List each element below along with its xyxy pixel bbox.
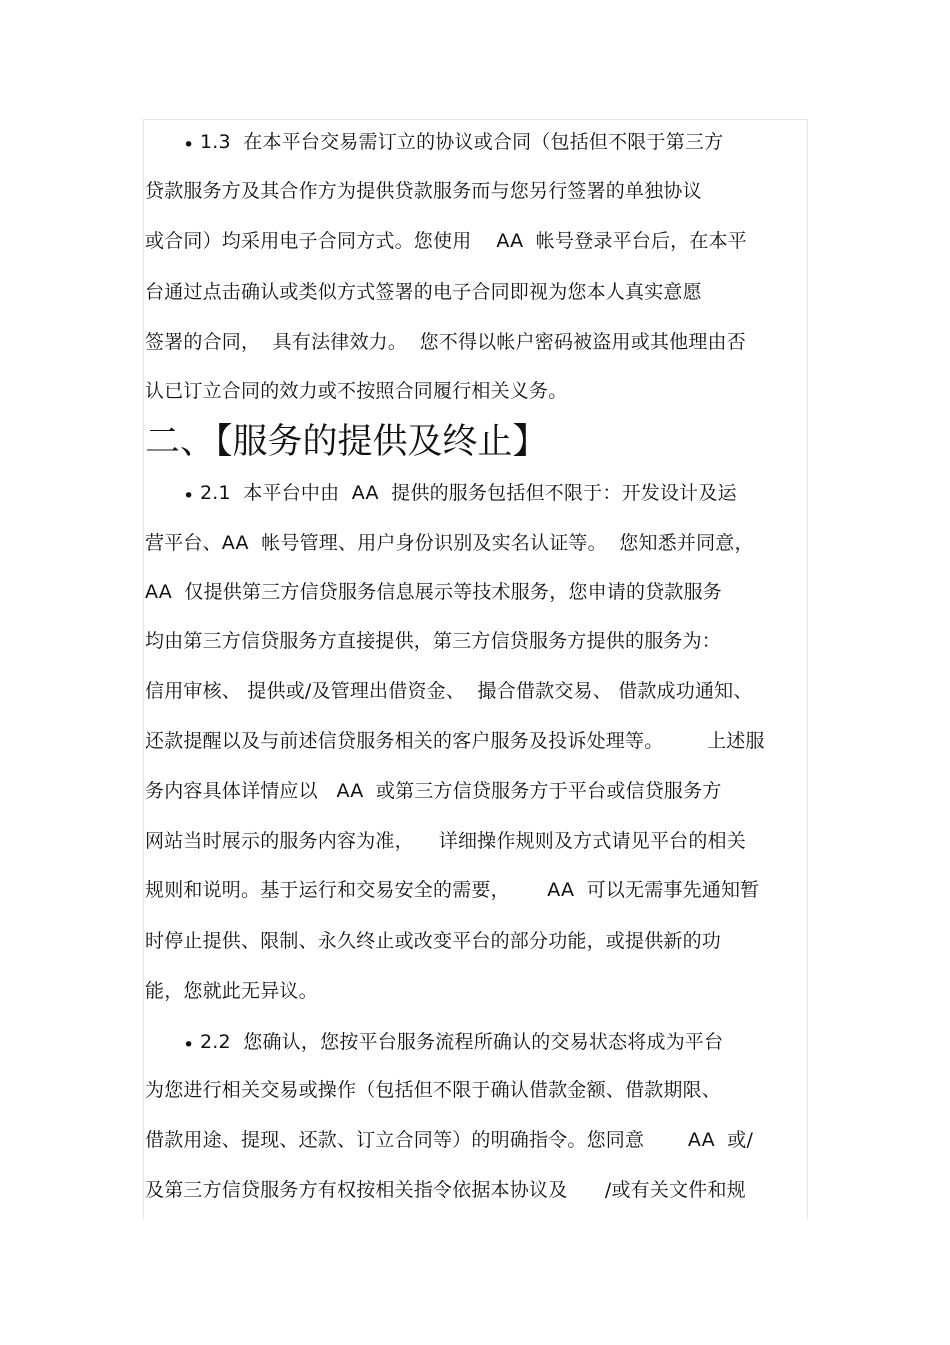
para-2-1-line-5: 信用审核、 提供或/及管理出借资金、 撮合借款交易、 借款成功通知、 xyxy=(145,680,753,702)
para-2-1-line-3: AA 仅提供第三方信贷服务信息展示等技术服务，您申请的贷款服务 xyxy=(145,581,723,603)
para-2-1-line-2: 营平台、AA 帐号管理、用户身份识别及实名认证等。 您知悉并同意， xyxy=(145,532,754,554)
bullet-2-1: • xyxy=(183,485,195,507)
para-2-1-line-6: 还款提醒以及与前述信贷服务相关的客户服务及投诉处理等。 上述服 xyxy=(145,730,765,752)
para-1-3-line-5: 签署的合同， 具有法律效力。 您不得以帐户密码被盗用或其他理由否 xyxy=(145,331,746,353)
bullet-1-3: • xyxy=(183,134,195,156)
para-1-3-line-4: 台通过点击确认或类似方式签署的电子合同即视为您本人真实意愿 xyxy=(145,281,702,303)
para-2-1-line-9: 规则和说明。基于运行和交易安全的需要， AA 可以无需事先通知暂 xyxy=(145,879,760,901)
para-2-1-line-11: 能，您就此无异议。 xyxy=(145,980,318,1002)
para-2-1-line-4: 均由第三方信贷服务方直接提供，第三方信贷服务方提供的服务为： xyxy=(145,630,722,652)
bullet-2-2: • xyxy=(183,1034,195,1056)
para-1-3-line-3: 或合同）均采用电子合同方式。您使用 AA 帐号登录平台后，在本平 xyxy=(145,230,747,252)
para-2-2-line-1: 2.2 您确认，您按平台服务流程所确认的交易状态将成为平台 xyxy=(200,1031,724,1053)
para-1-3-line-2: 贷款服务方及其合作方为提供贷款服务而与您另行签署的单独协议 xyxy=(145,180,702,202)
para-2-2-line-3: 借款用途、提现、还款、订立合同等）的明确指令。您同意 AA 或/ xyxy=(145,1129,754,1151)
section-heading: 二、【服务的提供及终止】 xyxy=(145,422,548,462)
para-2-1-line-7: 务内容具体详情应以 AA 或第三方信贷服务方于平台或信贷服务方 xyxy=(145,780,722,802)
para-2-2-line-2: 为您进行相关交易或操作（包括但不限于确认借款金额、借款期限、 xyxy=(145,1079,722,1101)
para-2-2-line-4: 及第三方信贷服务方有权按相关指令依据本协议及 /或有关文件和规 xyxy=(145,1179,746,1201)
para-1-3-line-6: 认已订立合同的效力或不按照合同履行相关义务。 xyxy=(145,380,568,402)
para-1-3-line-1: 1.3 在本平台交易需订立的协议或合同（包括但不限于第三方 xyxy=(200,131,724,153)
para-2-1-line-1: 2.1 本平台中由 AA 提供的服务包括但不限于：开发设计及运 xyxy=(200,482,737,504)
para-2-1-line-10: 时停止提供、限制、永久终止或改变平台的部分功能，或提供新的功 xyxy=(145,930,722,952)
para-2-1-line-8: 网站当时展示的服务内容为准， 详细操作规则及方式请见平台的相关 xyxy=(145,830,746,852)
